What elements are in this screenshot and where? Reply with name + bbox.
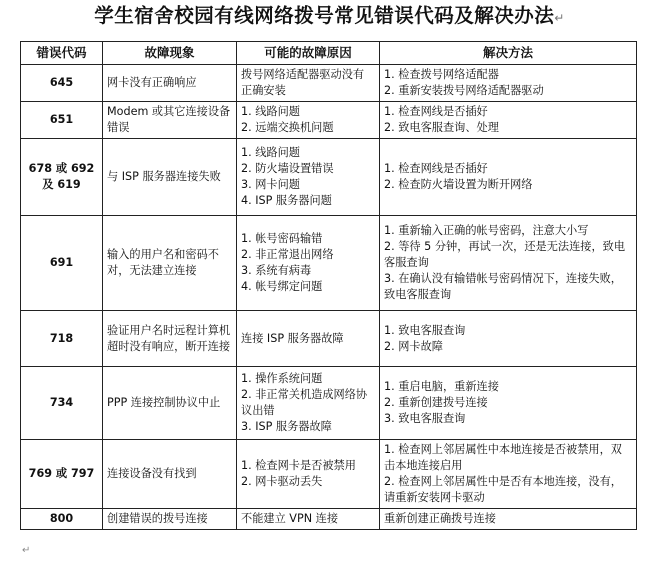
cause-list <box>241 145 375 209</box>
table-row <box>21 509 637 530</box>
solution-item: 3. 致电客服查询 <box>384 412 466 425</box>
solution-cell <box>380 311 637 367</box>
solution-item: 2. 网卡故障 <box>384 339 443 353</box>
solution-item: 2. 等待 5 分钟，再试一次，还是无法连接，致电客服查询 <box>384 240 626 269</box>
cause-item: 1. 帐号密码输错 <box>241 232 323 245</box>
symptom-cell: 创建错误的拨号连接 <box>103 509 237 530</box>
cause-cell <box>237 311 380 367</box>
cause-cell <box>237 65 380 102</box>
cause-item: 2. 防火墙设置错误 <box>241 162 334 175</box>
header-error-code: 错误代码 <box>21 42 103 65</box>
solution-item: 1. 检查网线是否插好 <box>384 162 488 175</box>
cause-list <box>241 67 375 99</box>
cause-list <box>241 511 375 527</box>
error-code-cell: 678 或 692 及 619 <box>21 139 103 216</box>
solution-list <box>384 511 632 527</box>
error-code-cell: 718 <box>21 311 103 367</box>
symptom-cell: PPP 连接控制协议中止 <box>103 367 237 440</box>
cause-item: 3. 系统有病毒 <box>241 264 312 277</box>
table-body <box>21 65 637 530</box>
error-code-table <box>20 41 637 530</box>
solution-item: 重新创建正确拨号连接 <box>384 512 496 525</box>
paragraph-mark-icon: ↵ <box>554 11 565 25</box>
solution-item: 1. 检查网上邻居属性中本地连接是否被禁用，双击本地连接启用 <box>384 443 622 472</box>
symptom-cell: 验证用户名时远程计算机超时没有响应，断开连接 <box>103 311 237 367</box>
table-row <box>21 216 637 311</box>
solution-cell <box>380 440 637 509</box>
solution-list <box>384 223 632 303</box>
solution-item: 1. 致电客服查询 <box>384 323 466 337</box>
cause-item: 不能建立 VPN 连接 <box>241 512 339 525</box>
solution-item: 3. 在确认没有输错帐号密码情况下，连接失败，致电客服查询 <box>384 272 622 301</box>
table-header-row <box>21 42 637 65</box>
solution-item: 1. 重启电脑，重新连接 <box>384 380 499 393</box>
cause-item: 2. 非正常关机造成网络协议出错 <box>241 388 368 417</box>
cause-item: 3. 网卡问题 <box>241 178 300 191</box>
cause-item: 1. 线路问题 <box>241 146 300 159</box>
table-row <box>21 440 637 509</box>
solution-item: 1. 重新输入正确的帐号密码，注意大小写 <box>384 224 589 237</box>
cause-cell <box>237 216 380 311</box>
solution-item: 1. 检查网线是否插好 <box>384 105 488 118</box>
cause-item: 4. ISP 服务器问题 <box>241 194 332 207</box>
solution-item: 2. 检查网上邻居属性中是否有本地连接，没有，请重新安装网卡驱动 <box>384 475 622 504</box>
table-row <box>21 102 637 139</box>
solution-list <box>384 442 632 506</box>
cause-list <box>241 331 375 347</box>
cause-item: 连接 ISP 服务器故障 <box>241 331 344 345</box>
error-code-cell: 645 <box>21 65 103 102</box>
cause-item: 1. 操作系统问题 <box>241 372 323 385</box>
solution-cell <box>380 139 637 216</box>
cause-item: 拨号网络适配器驱动没有正确安装 <box>241 68 365 97</box>
symptom-cell: Modem 或其它连接设备错误 <box>103 102 237 139</box>
solution-list <box>384 161 632 193</box>
solution-cell <box>380 102 637 139</box>
symptom-cell: 网卡没有正确响应 <box>103 65 237 102</box>
header-symptom: 故障现象 <box>103 42 237 65</box>
cause-item: 2. 远端交换机问题 <box>241 121 334 134</box>
document-title-text: 学生宿舍校园有线网络拨号常见错误代码及解决办法 <box>94 4 555 27</box>
cause-list <box>241 104 375 136</box>
cause-item: 3. ISP 服务器故障 <box>241 420 332 433</box>
table-row <box>21 367 637 440</box>
cause-item: 4. 帐号绑定问题 <box>241 280 323 293</box>
cause-list <box>241 458 375 490</box>
header-solution: 解决方法 <box>380 42 637 65</box>
solution-cell <box>380 65 637 102</box>
solution-item: 2. 检查防火墙设置为断开网络 <box>384 178 533 191</box>
solution-cell <box>380 216 637 311</box>
solution-item: 2. 重新安装拨号网络适配器驱动 <box>384 84 544 97</box>
cause-item: 1. 检查网卡是否被禁用 <box>241 459 356 472</box>
document-title <box>0 2 659 32</box>
solution-item: 2. 致电客服查询、处理 <box>384 121 499 134</box>
table-row <box>21 139 637 216</box>
symptom-cell: 连接设备没有找到 <box>103 440 237 509</box>
solution-cell <box>380 509 637 530</box>
symptom-cell: 输入的用户名和密码不对，无法建立连接 <box>103 216 237 311</box>
symptom-cell: 与 ISP 服务器连接失败 <box>103 139 237 216</box>
cause-item: 2. 非正常退出网络 <box>241 248 334 261</box>
error-code-cell: 769 或 797 <box>21 440 103 509</box>
cause-cell <box>237 509 380 530</box>
solution-list <box>384 67 632 99</box>
cause-cell <box>237 139 380 216</box>
cause-item: 1. 线路问题 <box>241 105 300 118</box>
cause-item: 2. 网卡驱动丢失 <box>241 475 323 488</box>
paragraph-mark-icon: ↵ <box>22 545 31 556</box>
solution-list <box>384 379 632 427</box>
cause-cell <box>237 440 380 509</box>
solution-cell <box>380 367 637 440</box>
cause-cell <box>237 367 380 440</box>
error-code-cell: 691 <box>21 216 103 311</box>
solution-item: 2. 重新创建拨号连接 <box>384 396 488 409</box>
solution-item: 1. 检查拨号网络适配器 <box>384 68 499 81</box>
cause-cell <box>237 102 380 139</box>
solution-list <box>384 323 632 355</box>
error-code-cell: 651 <box>21 102 103 139</box>
cause-list <box>241 231 375 295</box>
header-cause: 可能的故障原因 <box>237 42 380 65</box>
table-row <box>21 65 637 102</box>
error-code-cell: 800 <box>21 509 103 530</box>
table-row <box>21 311 637 367</box>
error-code-cell: 734 <box>21 367 103 440</box>
cause-list <box>241 371 375 435</box>
solution-list <box>384 104 632 136</box>
